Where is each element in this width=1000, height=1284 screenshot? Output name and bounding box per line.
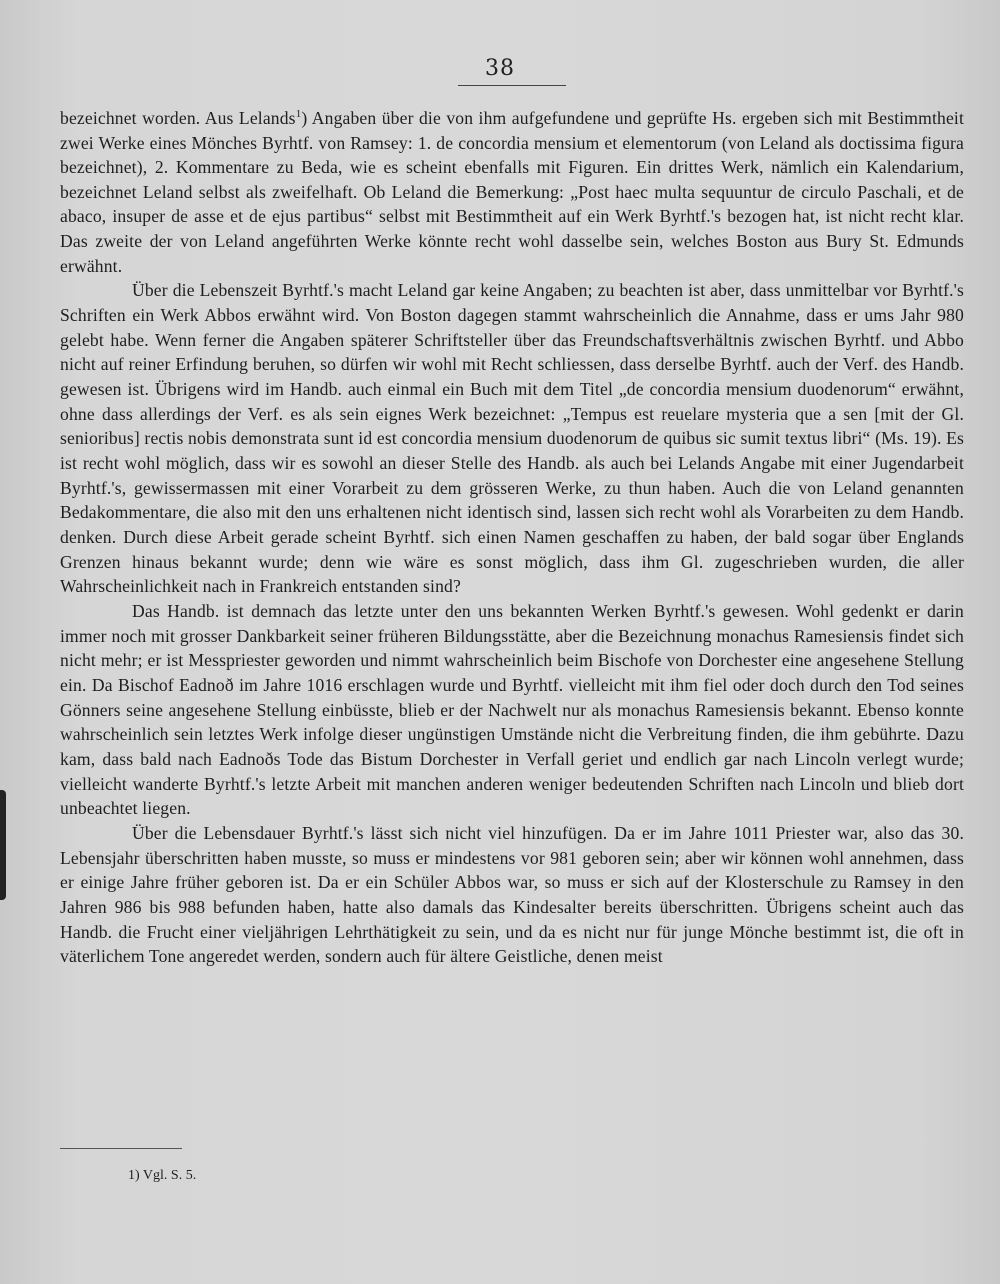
footnote: 1) Vgl. S. 5.	[128, 1168, 197, 1183]
paragraph-1	[60, 102, 964, 278]
paragraph-1-text-start: bezeichnet worden. Aus Lelands	[60, 107, 296, 128]
binding-shadow	[0, 790, 6, 900]
paragraph-4: Über die Lebensdauer Byrhtf.'s lässt sich nicht viel hinzufügen. Da er im Jahre 1011 Priester war, also das 30. Lebensjahr überschritten haben musste, so muss er mindestens vor 981 geboren sein; aber wir können wohl annehmen, dass er einige Jahre früher geboren ist. Da er ein Schüler Abbos war, so muss er sich auf der Klosterschule zu Ramsey in den Jahren 986 bis 988 befunden haben, hatte also damals das Kindesalter bereits überschritten. Übrigens scheint auch das Handb. die Frucht einer vieljährigen Lehrthätigkeit zu sein, und da es nicht nur für junge Mönche bestimmt ist, die oft in väterlichem Tone angeredet werden, sondern auch für ältere Geistliche, denen meist	[60, 822, 964, 967]
paragraph-2: Über die Lebenszeit Byrhtf.'s macht Leland gar keine Angaben; zu beachten ist aber, dass unmittelbar vor Byrhtf.'s Schriften ein Werk Abbos erwähnt wird. Von Boston dagegen stammt wahrscheinlich die Annahme, dass er ums Jahr 980 gelebt habe. Wenn ferner die Angaben späterer Schriftsteller über das Freundschaftsverhältnis zwischen Byrhtf. und Abbo nicht auf reiner Erfindung beruhen, so dürfen wir wohl mit Recht schliessen, dass derselbe Byrhtf. auch der Verf. des Handb. gewesen ist. Übrigens wird im Handb. auch einmal ein Buch mit dem Titel „de concordia mensium duodenorum“ erwähnt, ohne dass allerdings der Verf. es als sein eignes Werk bezeichnet: „Tempus est reuelare mysteria que a sen [mit der Gl. senioribus] rectis nobis demonstrata sunt id est concordia mensium duodenorum de quibus sic sumit textus libri“ (Ms. 19). Es ist recht wohl möglich, dass wir es sowohl an dieser Stelle des Handb. als auch bei Lelands Angabe mit einer Jugendarbeit Byrhtf.'s, gewissermassen mit einer Vorarbeit zu dem grösseren Werke, zu thun haben. Auch die von Leland genannten Bedakommentare, die also mit den uns erhaltenen nicht identisch sind, lassen sich recht wohl als Vorarbeiten zu dem Handb. denken. Durch diese Arbeit gerade scheint Byrhtf. sich einen Namen geschaffen zu haben, der bald sogar über Englands Grenzen hinaus bekannt wurde; denn wie wäre es sonst möglich, dass ihm Gl. zugeschrieben wurden, die aller Wahrscheinlichkeit nach in Frankreich entstanden sind?	[60, 280, 964, 597]
paragraph-1-text-end: ) Angaben über die von ihm aufgefundene und geprüfte Hs. ergeben sich mit Bestimmtheit zwei Werke eines Mönches Byrhtf. von Ramsey: 1. de concordia mensium et elementorum (von Leland als doctissima figura bezeichnet), 2. Kommentare zu Beda, wie es scheint ebenfalls mit Figuren. Ein drittes Werk, nämlich ein Kalendarium, bezeichnet Leland selbst als zweifelhaft. Ob Leland die Bemerkung: „Post haec multa sequuntur de circulo Paschali, et de abaco, insuper de asse et de ejus partibus“ selbst mit Bestimmtheit auf ein Werk Byrhtf.'s bezogen hat, ist nicht recht klar. Das zweite der von Leland angeführten Werke könnte recht wohl dasselbe sein, welches Boston aus Bury St. Edmunds erwähnt.	[60, 107, 964, 276]
footnote-reference: 1	[295, 108, 302, 120]
page-number-rule	[458, 85, 566, 86]
body-text	[60, 102, 964, 969]
footnote-rule	[60, 1148, 182, 1149]
paragraph-3: Das Handb. ist demnach das letzte unter den uns bekannten Werken Byrhtf.'s gewesen. Wohl gedenkt er darin immer noch mit grosser Dankbarkeit seiner früheren Bildungsstätte, aber die Bezeichnung monachus Ramesiensis findet sich nicht mehr; er ist Messpriester geworden und nimmt wahrscheinlich beim Bischofe von Dorchester eine angesehene Stellung ein. Da Bischof Eadnoð im Jahre 1016 erschlagen wurde und Byrhtf. vielleicht mit ihm fiel oder doch durch den Tod seines Gönners seine angesehene Stellung einbüsste, blieb er der Nachwelt nur als monachus Ramesiensis bekannt. Ebenso konnte wahrscheinlich sein letztes Werk infolge dieser ungünstigen Umstände nicht die Verbreitung finden, die ihm gebührte. Dazu kam, dass bald nach Eadnoðs Tode das Bistum Dorchester in Verfall geriet und endlich gar nach Lincoln verlegt wurde; vielleicht wanderte Byrhtf.'s letzte Arbeit mit manchen anderen weniger bedeutenden Schriften nach Lincoln und blieb dort unbeachtet liegen.	[60, 600, 964, 819]
page-number: 38	[485, 56, 515, 81]
